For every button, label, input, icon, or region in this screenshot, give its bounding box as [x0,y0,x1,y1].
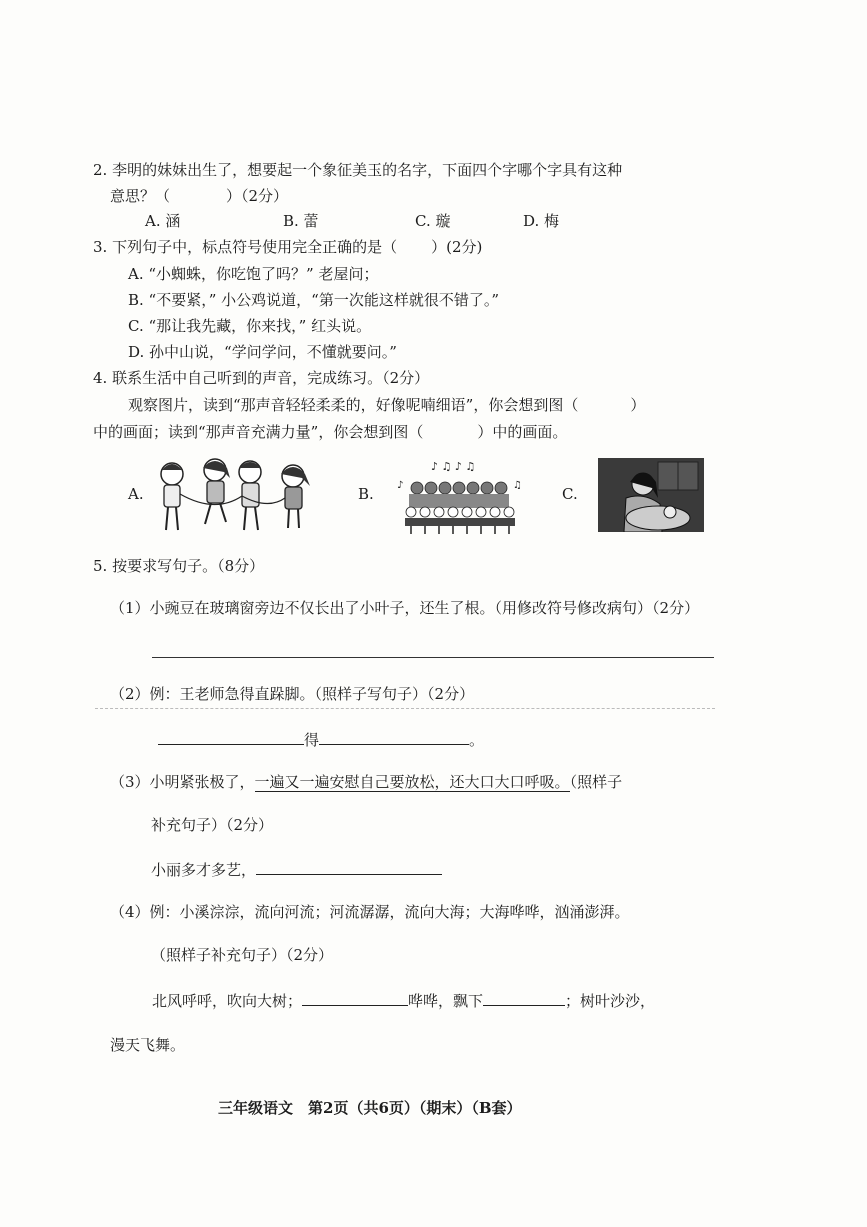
q5-4-line2: （照样子补充句子）（2分） [151,946,334,964]
q3-option-a: A. “小蜘蛛，你吃饱了吗？” 老屋问； [128,265,379,283]
picture-a-label: A. [128,485,144,503]
q5-3-blank[interactable] [256,858,442,875]
q2-stem2-end: ）（2分） [226,187,289,205]
svg-text:♫: ♫ [513,480,522,491]
page-footer: 三年级语文 第2页（共6页）（期末）（B套） [218,1099,522,1117]
q5-3-line3-text: 小丽多才多艺， [151,861,257,879]
q2-option-c: C. 璇 [415,212,451,230]
q5-4-line3b: 哗哗，飘下 [408,992,484,1010]
q4-line2 [93,422,567,442]
picture-b-choir [395,458,525,536]
q4-stem: 4. 联系生活中自己听到的声音，完成练习。（2分） [93,369,430,387]
q5-sentence-3 [110,772,622,792]
q5-1-answer-line[interactable] [152,657,714,658]
q5-3-post: （照样子 [569,773,623,791]
q3-stem-end: ）(2分) [431,238,483,256]
q2-option-d: D. 梅 [523,212,560,230]
q3-stem-line [93,237,482,257]
q2-stem2: 意思？（ [110,187,171,205]
q5-2-mid: 得 [304,731,320,749]
svg-text:♪ ♫ ♪ ♫: ♪ ♫ ♪ ♫ [431,460,476,473]
q3-option-b: B. “不要紧，” 小公鸡说道，“第一次能这样就很不错了。” [128,291,500,309]
q5-2-end: 。 [469,731,485,749]
q4-line1 [128,395,645,415]
q5-4-line3 [152,989,655,1011]
picture-c-label: C. [562,485,578,503]
picture-b-label: B. [358,485,374,503]
q4-line2b: ）中的画面。 [477,423,568,441]
divider [95,708,715,709]
q4-line1-text: 观察图片，读到“那声音轻轻柔柔的，好像呢喃细语”，你会想到图（ [128,396,579,414]
q2-stem: 2. 李明的妹妹出生了，想要起一个象征美玉的名字，下面四个字哪个字具有这种 [93,161,623,179]
q2-stem-line2 [110,186,288,206]
q5-sentence-2: （2）例：王老师急得直跺脚。（照样子写句子）（2分） [110,685,475,703]
q5-2-fill-line [158,728,484,750]
q3-stem: 3. 下列句子中，标点符号使用完全正确的是（ [93,238,398,256]
q5-3-line2: 补充句子）（2分） [151,816,274,834]
svg-text:♪: ♪ [397,480,404,491]
q4-line1-end: ） [630,396,646,414]
q5-sentence-1: （1）小豌豆在玻璃窗旁边不仅长出了小叶子，还生了根。（用修改符号修改病句）（2分） [110,599,700,617]
q5-4-line4: 漫天飞舞。 [110,1036,186,1054]
q2-option-a: A. 涵 [145,212,181,230]
q5-sentence-4: （4）例：小溪淙淙，流向河流；河流潺潺，流向大海；大海哗哗，汹涌澎湃。 [110,903,630,921]
q3-option-c: C. “那让我先藏，你来找，” 红头说。 [128,317,372,335]
q5-4-line3a: 北风呼呼，吹向大树； [152,992,303,1010]
q3-option-d: D. 孙中山说，“学问学问，不懂就要问。” [128,343,397,361]
q5-4-blank-1[interactable] [302,989,408,1006]
q4-line2a: 中的画面；读到“那声音充满力量”，你会想到图（ [93,423,424,441]
q5-2-blank-2[interactable] [319,728,469,745]
q5-stem: 5. 按要求写句子。（8分） [93,557,265,575]
q5-3-line3 [151,858,442,880]
picture-a-children-playing [150,452,325,537]
q2-option-b: B. 蕾 [283,212,319,230]
q5-4-blank-2[interactable] [483,989,565,1006]
picture-c-mother-lullaby [598,458,704,532]
q5-3-underlined: 一遍又一遍安慰自己要放松，还大口大口呼吸。 [254,773,570,791]
q5-2-blank-1[interactable] [158,728,304,745]
q5-4-line3c: ；树叶沙沙， [565,992,656,1010]
q5-3-pre: （3）小明紧张极了， [110,773,255,791]
